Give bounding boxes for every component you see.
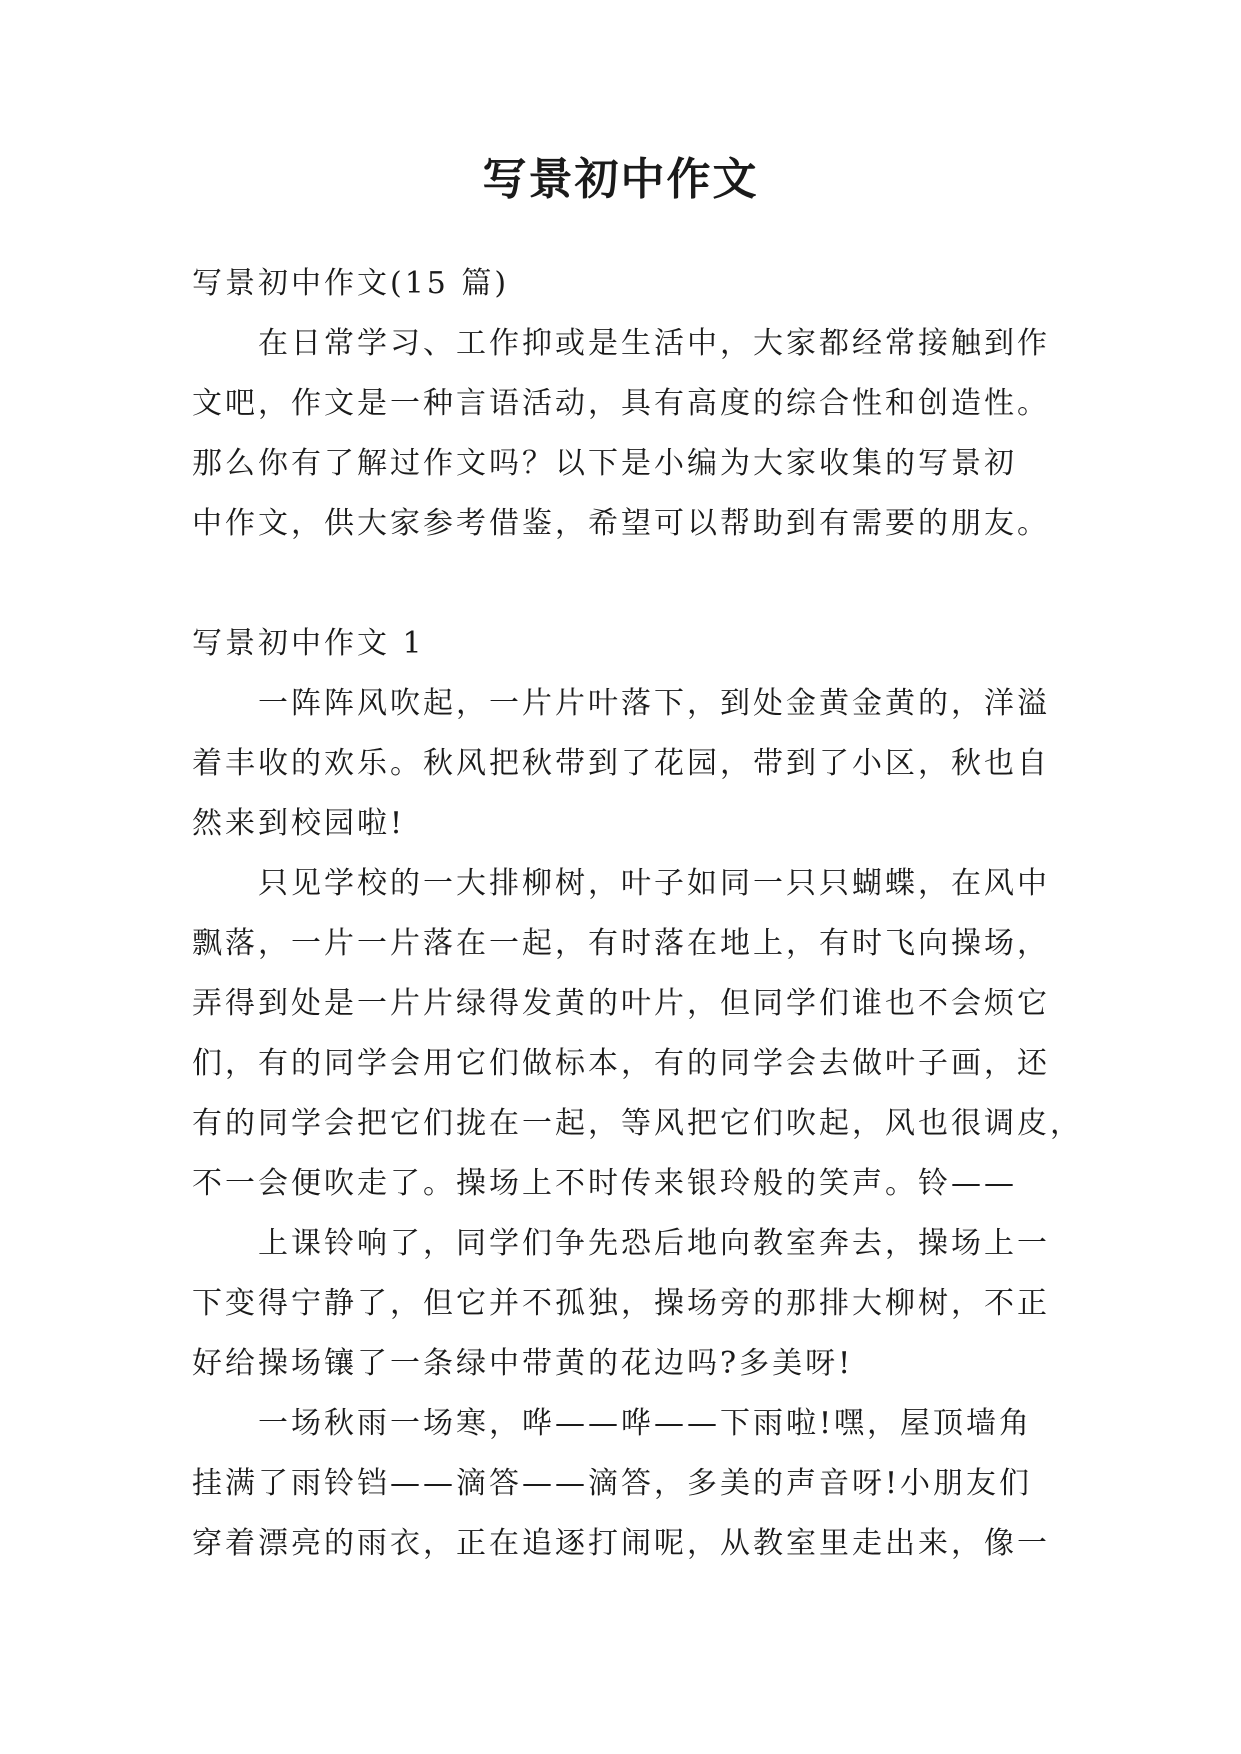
text-line: 着丰收的欢乐。秋风把秋带到了花园，带到了小区，秋也自: [192, 746, 1050, 781]
text-line: 写景初中作文 1: [192, 626, 425, 661]
text-line: 下变得宁静了，但它并不孤独，操场旁的那排大柳树，不正: [192, 1286, 1050, 1321]
text-line: 只见学校的一大排柳树，叶子如同一只只蝴蝶，在风中: [258, 866, 1050, 901]
text-line: 有的同学会把它们拢在一起，等风把它们吹起，风也很调皮，: [192, 1106, 1083, 1141]
text-line: 上课铃响了，同学们争先恐后地向教室奔去，操场上一: [258, 1226, 1050, 1261]
text-line: 然来到校园啦!: [192, 806, 406, 841]
text-line: 飘落，一片一片落在一起，有时落在地上，有时飞向操场，: [192, 926, 1050, 961]
text-line: 挂满了雨铃铛——滴答——滴答，多美的声音呀!小朋友们: [192, 1466, 1033, 1501]
text-line: 一阵阵风吹起，一片片叶落下，到处金黄金黄的，洋溢: [258, 686, 1050, 721]
text-line: 写景初中作文(15 篇): [192, 266, 510, 301]
text-line: 弄得到处是一片片绿得发黄的叶片，但同学们谁也不会烦它: [192, 986, 1050, 1021]
text-line: 们，有的同学会用它们做标本，有的同学会去做叶子画，还: [192, 1046, 1050, 1081]
text-line: 一场秋雨一场寒，哗——哗——下雨啦!嘿，屋顶墙角: [258, 1406, 1033, 1441]
text-line: 好给操场镶了一条绿中带黄的花边吗?多美呀!: [192, 1346, 854, 1381]
text-line: 那么你有了解过作文吗？以下是小编为大家收集的写景初: [192, 446, 1017, 481]
text-line: 中作文，供大家参考借鉴，希望可以帮助到有需要的朋友。: [192, 506, 1050, 541]
document-title: 写景初中作文: [482, 154, 759, 205]
text-line: 文吧，作文是一种言语活动，具有高度的综合性和创造性。: [192, 386, 1050, 421]
text-line: 穿着漂亮的雨衣，正在追逐打闹呢，从教室里走出来，像一: [192, 1526, 1050, 1561]
text-line: 不一会便吹走了。操场上不时传来银玲般的笑声。铃——: [192, 1166, 1017, 1201]
paragraph-gap: [192, 554, 1072, 614]
text-line: 在日常学习、工作抑或是生活中，大家都经常接触到作: [258, 326, 1050, 361]
document-body: [192, 254, 1083, 1574]
